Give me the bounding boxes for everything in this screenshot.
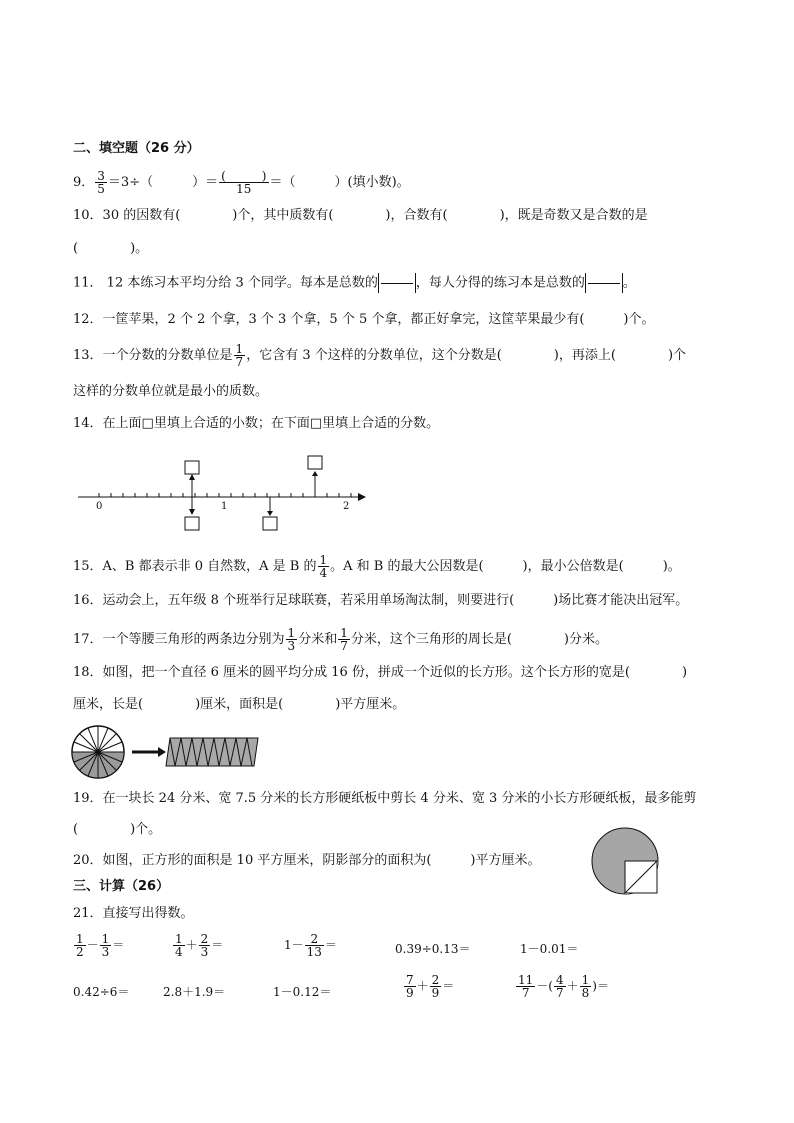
question-16: 16．运动会上，五年级 8 个班举行足球联赛，若采用单场淘汰制，则要进行( )场比赛才能决出冠军。 bbox=[73, 593, 689, 608]
calc-expression-7: 2.8＋1.9＝ bbox=[163, 985, 226, 999]
question-20: 20．如图，正方形的面积是 10 平方厘米，阴影部分的面积为( )平方厘米。 bbox=[73, 853, 541, 868]
question-14: 14．在上面□里填上合适的小数；在下面□里填上合适的分数。 bbox=[73, 416, 440, 431]
calc-expression-6: 0.42÷6＝ bbox=[73, 985, 130, 999]
number-line-figure bbox=[72, 450, 372, 540]
fraction: $\frac{1}{7}$ bbox=[235, 342, 244, 369]
question-19-line2: ( )个。 bbox=[73, 822, 162, 837]
question-9: 9． $\frac{3}{5}$ ＝3÷（ ）＝ ( ) 15 ＝（ ）(填小数)。 bbox=[73, 169, 410, 196]
question-13-line2: 这样的分数单位就是最小的质数。 bbox=[73, 384, 269, 399]
section-2-title: 二、填空题（26 分） bbox=[73, 141, 200, 156]
circle-to-rectangle-figure bbox=[70, 724, 265, 780]
question-12: 12．一筐苹果，2 个 2 个拿，3 个 3 个拿，5 个 5 个拿，都正好拿完，这筐苹果最少有( )个。 bbox=[73, 312, 655, 327]
question-10-line2: ( )。 bbox=[73, 241, 149, 256]
blank-fraction[interactable] bbox=[378, 273, 416, 293]
question-21-title: 21．直接写出得数。 bbox=[73, 906, 194, 921]
question-18-line1: 18．如图，把一个直径 6 厘米的圆平均分成 16 份，拼成一个近似的长方形。这个长方形的宽是( ) bbox=[73, 665, 688, 680]
calc-expression-2: $\frac{1}{4}$ ＋ $\frac{2}{3}$ ＝ bbox=[175, 932, 224, 959]
question-19-line1: 19．在一块长 24 分米、宽 7.5 分米的长方形硬纸板中剪长 4 分米、宽 3 分米的小长方形硬纸板，最多能剪 bbox=[73, 791, 697, 806]
tick-label-1: 1 bbox=[221, 501, 228, 512]
fraction: $\frac{1}{3}$ bbox=[287, 626, 296, 653]
calc-expression-10: $\frac{11}{7}$ －( $\frac{4}{7}$ ＋ $\frac{1}{8}$ )＝ bbox=[518, 973, 609, 1000]
circle-square-figure bbox=[590, 826, 662, 898]
fraction: $\frac{1}{7}$ bbox=[340, 626, 348, 653]
blank-fraction[interactable] bbox=[585, 273, 623, 293]
question-10-line1: 10．30 的因数有( )个，其中质数有( )，合数有( )，既是奇数又是合数的是 bbox=[73, 208, 648, 223]
question-11: 11． 12 本练习本平均分给 3 个同学。每本是总数的 ，每人分得的练习本是总数的 。 bbox=[73, 273, 636, 293]
question-18-line2: 厘米，长是( )厘米，面积是( )平方厘米。 bbox=[73, 697, 406, 712]
question-13: 13．一个分数的分数单位是 $\frac{1}{7}$ ，它含有 3 个这样的分数单位，这个分数是( )，再添上( )个 bbox=[73, 342, 687, 369]
question-15: 15．A、B 都表示非 0 自然数，A 是 B 的 $\frac{1}{4}$ 。A 和 B 的最大公因数是( )，最小公倍数是( )。 bbox=[73, 553, 681, 580]
fraction: $\frac{1}{4}$ bbox=[319, 553, 328, 580]
calc-expression-1: $\frac{1}{2}$ － $\frac{1}{3}$ ＝ bbox=[76, 932, 125, 959]
fraction: ( ) 15 bbox=[221, 169, 267, 196]
calc-expression-9: $\frac{7}{9}$ ＋ $\frac{2}{9}$ ＝ bbox=[406, 973, 455, 1000]
calc-expression-3: 1－ $\frac{2}{13}$ ＝ bbox=[284, 932, 337, 959]
calc-expression-5: 1－0.01＝ bbox=[520, 942, 579, 956]
tick-label-0: 0 bbox=[96, 501, 103, 512]
fraction: $\frac{3}{5}$ bbox=[97, 169, 105, 196]
question-17: 17．一个等腰三角形的两条边分别为 $\frac{1}{3}$ 分米和 $\frac{1}{7}$ 分米，这个三角形的周长是( )分米。 bbox=[73, 626, 608, 653]
tick-label-2: 2 bbox=[343, 501, 350, 512]
section-3-title: 三、计算（26） bbox=[73, 879, 170, 894]
calc-expression-4: 0.39÷0.13＝ bbox=[395, 942, 471, 956]
calc-expression-8: 1－0.12＝ bbox=[273, 985, 332, 999]
